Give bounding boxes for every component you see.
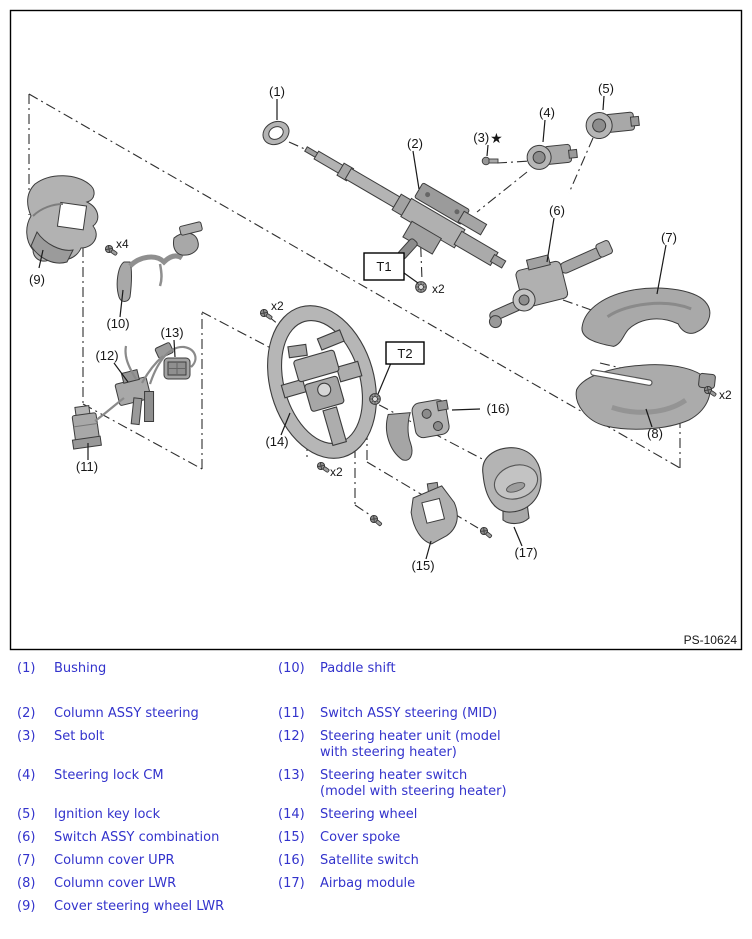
legend-row [17, 706, 740, 722]
callout-3-number: (3) [473, 130, 490, 145]
legend-item-number: (14) [278, 807, 305, 822]
legend-item-name [320, 768, 740, 800]
figure-id: PS-10624 [683, 633, 737, 647]
legend-item-line: with steering heater) [320, 745, 457, 760]
legend-item-name: Cover steering wheel LWR [54, 899, 225, 914]
legend-item-name [320, 807, 740, 823]
legend-item-number: (11) [278, 706, 305, 721]
legend-item-number: (3) [17, 729, 36, 744]
legend-item-name [320, 853, 740, 869]
legend-item-name: Ignition key lock [54, 807, 161, 822]
legend-item-line: Steering wheel [320, 807, 418, 822]
qty-x4-label: x4 [116, 237, 129, 251]
legend-row [17, 729, 740, 761]
qty-x2-label: x2 [432, 282, 445, 296]
legend-item-name [320, 830, 740, 846]
legend-item-number: (13) [278, 768, 305, 783]
part-steering-heater-switch-shape [164, 358, 190, 379]
legend-item-number [278, 899, 320, 915]
qty-x2-label: x2 [271, 299, 284, 313]
legend-item-name: Set bolt [54, 729, 105, 744]
legend-item-number: (6) [17, 830, 36, 845]
legend-row [17, 876, 740, 892]
tool-ref-t2 [386, 342, 424, 364]
legend-item-name [320, 899, 740, 915]
legend-item-line: (model with steering heater) [320, 784, 507, 799]
legend-item-number: (15) [278, 830, 305, 845]
legend-item-number: (2) [17, 706, 36, 721]
callout-5: (5) [598, 81, 614, 96]
legend-item-name: Column cover LWR [54, 876, 177, 891]
legend-item-name [320, 661, 740, 677]
legend-item-number: (7) [17, 853, 36, 868]
tool-ref-t1 [364, 253, 404, 280]
nut-icon [416, 282, 427, 293]
legend-item-name: Column ASSY steering [54, 706, 199, 721]
callout-1: (1) [269, 84, 285, 99]
legend-item-name: Bushing [54, 661, 107, 676]
parts-legend [0, 655, 752, 915]
legend-item-line: Paddle shift [320, 661, 396, 676]
nut-icon [370, 394, 381, 405]
legend-item-name [320, 876, 740, 892]
legend-row [17, 899, 740, 915]
star-icon: ★ [490, 130, 503, 146]
legend-item-number: (9) [17, 899, 36, 914]
legend-row [17, 661, 740, 677]
callout-14: (14) [265, 434, 289, 449]
legend-item-name [320, 729, 740, 761]
legend-item-number: (17) [278, 876, 305, 891]
callout-2: (2) [407, 136, 423, 151]
legend-item-line: Steering heater switch [320, 768, 468, 783]
legend-item-number: (8) [17, 876, 36, 891]
legend-item-line: Airbag module [320, 876, 416, 891]
legend-item-line: Steering heater unit (model [320, 729, 501, 744]
qty-x2-label: x2 [330, 465, 343, 479]
legend-item-number: (10) [278, 661, 305, 676]
legend-row [17, 853, 740, 869]
callout-13: (13) [160, 325, 184, 340]
legend-item-name: Column cover UPR [54, 853, 175, 868]
legend-item-name: Steering lock CM [54, 768, 164, 783]
qty-x2-label: x2 [719, 388, 732, 402]
callout-10: (10) [106, 316, 130, 331]
legend-row [17, 768, 740, 800]
callout-11: (11) [75, 459, 99, 474]
legend-item-line: Cover spoke [320, 830, 401, 845]
callout-7: (7) [661, 230, 677, 245]
legend-item-number: (1) [17, 661, 36, 676]
callout-9: (9) [29, 272, 45, 287]
callout-12: (12) [95, 348, 119, 363]
callout-17: (17) [514, 545, 538, 560]
tool-ref-t1-label: T1 [376, 259, 392, 274]
legend-item-line: Switch ASSY steering (MID) [320, 706, 498, 721]
tool-ref-t2-label: T2 [397, 346, 413, 361]
legend-item-number: (5) [17, 807, 36, 822]
callout-8: (8) [647, 426, 663, 441]
legend-item-line: Satellite switch [320, 853, 419, 868]
callout-6: (6) [549, 203, 565, 218]
legend-item-number: (4) [17, 768, 36, 783]
legend-item-number: (12) [278, 729, 305, 744]
callout-3 [473, 130, 502, 146]
legend-row [17, 830, 740, 846]
callout-4: (4) [539, 105, 555, 120]
legend-row [17, 807, 740, 823]
legend-item-name [320, 706, 740, 722]
callout-16: (16) [486, 401, 510, 416]
legend-item-name: Switch ASSY combination [54, 830, 220, 845]
callout-15: (15) [411, 558, 435, 573]
legend-item-number: (16) [278, 853, 305, 868]
